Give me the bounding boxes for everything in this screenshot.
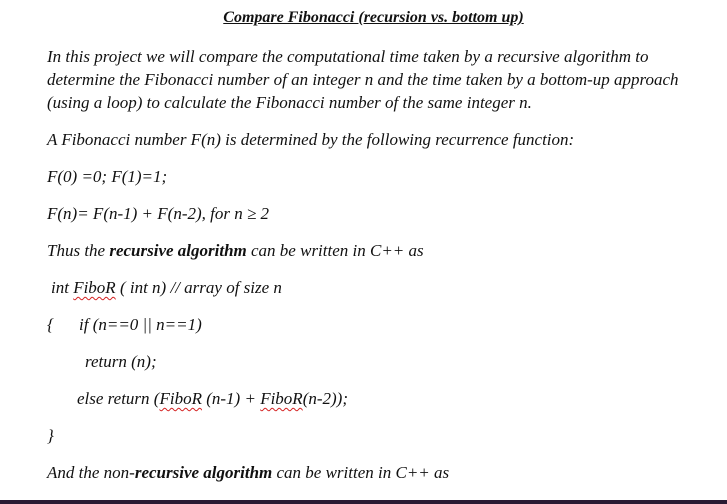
recurrence-line: F(n)= F(n-1) + F(n-2), for n ≥ 2 — [47, 204, 270, 223]
code-call2-name: FiboR — [260, 389, 303, 408]
code-call2-args: (n-2)); — [302, 389, 348, 408]
code-signature-suffix: ( int n) // array of size n — [115, 278, 282, 297]
document-title: Compare Fibonacci (recursion vs. bottom up) — [223, 9, 524, 26]
nonrecursive-intro-bold: recursive algorithm — [134, 463, 273, 482]
code-close-brace: } — [47, 426, 54, 445]
definition-line: A Fibonacci number F(n) is determined by the following recurrence function: — [47, 130, 575, 149]
code-else-line — [77, 387, 348, 410]
code-if-line: if (n==0 || n==1) — [79, 315, 202, 334]
code-signature-prefix: int — [51, 278, 74, 297]
code-else-prefix: else return ( — [77, 389, 160, 408]
nonrecursive-intro-line — [47, 461, 449, 484]
code-open-brace: { — [47, 315, 54, 334]
recursive-intro-line — [47, 239, 424, 262]
recursive-intro-suffix: can be written in C++ as — [246, 241, 424, 260]
recursive-intro-prefix: Thus the — [47, 241, 110, 260]
intro-paragraph: In this project we will compare the computational time taken by a recursive algorithm to determine the Fibonacci number of an integer n and the time taken by a bottom-up approach (using a loop) to calculate the Fibonacci number of the same integer n. — [47, 47, 679, 112]
code-call1-args: (n-1) + — [201, 389, 261, 408]
code-call1-name: FiboR — [159, 389, 202, 408]
recursive-intro-bold: recursive algorithm — [109, 241, 247, 260]
nonrecursive-intro-suffix: can be written in C++ as — [272, 463, 450, 482]
base-cases-line: F(0) =0; F(1)=1; — [47, 167, 168, 186]
code-function-name: FiboR — [73, 278, 116, 297]
code-return-line: return (n); — [85, 352, 157, 371]
page-bottom-edge — [0, 500, 727, 504]
nonrecursive-intro-prefix: And the non- — [47, 463, 135, 482]
code-signature-line — [51, 276, 282, 299]
